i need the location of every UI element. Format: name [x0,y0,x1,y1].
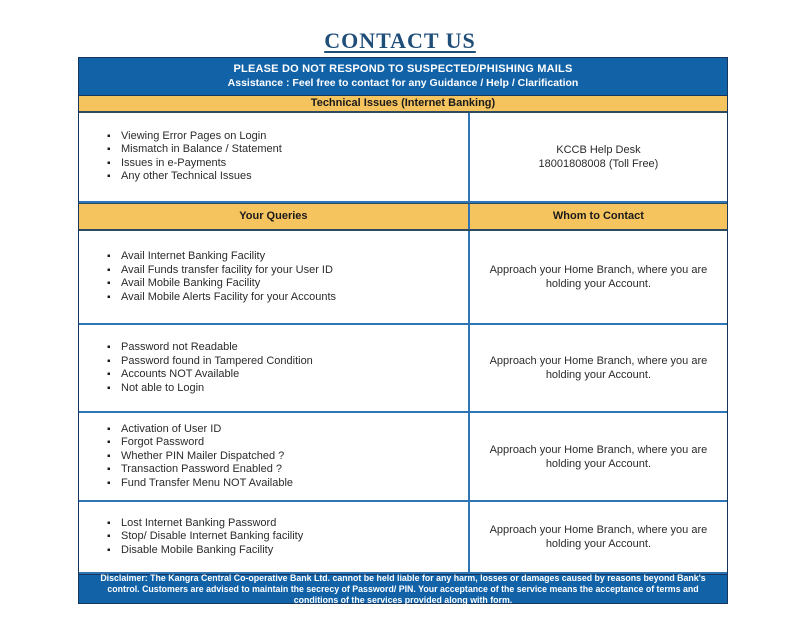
helpdesk-cell [468,113,727,201]
contact-cell: Approach your Home Branch, where you are holding your Account. [468,231,727,324]
bullet-item: ▪ Not able to Login [107,382,313,396]
banner-warning-text: PLEASE DO NOT RESPOND TO SUSPECTED/PHISHING MAILS [233,63,573,76]
contact-cell: Approach your Home Branch, where you are holding your Account. [468,502,727,572]
queries-header-cell: Your Queries [239,210,308,223]
section-header-technical-issues: Technical Issues (Internet Banking) [79,96,727,113]
bullet-item: ▪ Activation of User ID [107,423,293,437]
bullet-item: ▪ Accounts NOT Available [107,368,313,382]
bullet-item: ▪ Issues in e-Payments [107,157,282,171]
helpdesk-name: KCCB Help Desk [556,143,641,156]
bullet-item: ▪ Password not Readable [107,341,313,355]
bullet-item: ▪ Avail Mobile Banking Facility [107,277,336,291]
bullet-item: ▪ Transaction Password Enabled ? [107,463,293,477]
bullet-item: ▪ Stop/ Disable Internet Banking facility [107,530,303,544]
table-header-row [79,203,727,231]
query-row-lost-password [79,502,727,574]
bullet-item: ▪ Mismatch in Balance / Statement [107,143,282,157]
technical-issues-cell [79,113,468,201]
bullet-item: ▪ Password found in Tampered Condition [107,355,313,369]
bullet-item: ▪ Fund Transfer Menu NOT Available [107,477,293,491]
queries-list [107,423,293,491]
contact-cell: Approach your Home Branch, where you are holding your Account. [468,413,727,500]
bullet-item: ▪ Avail Mobile Alerts Facility for your Accounts [107,291,336,305]
phishing-warning-banner [79,58,727,96]
query-row-activation-issues [79,413,727,502]
bullet-item: ▪ Lost Internet Banking Password [107,517,303,531]
queries-cell [79,325,468,411]
queries-cell [79,502,468,572]
bullet-item: ▪ Whether PIN Mailer Dispatched ? [107,450,293,464]
query-row-avail-facilities [79,231,727,326]
bullet-item: ▪ Avail Funds transfer facility for your User ID [107,264,336,278]
queries-cell [79,231,468,324]
technical-issues-list [107,130,282,184]
bullet-item: ▪ Viewing Error Pages on Login [107,130,282,144]
queries-cell [79,413,468,500]
queries-list [107,250,336,304]
bullet-item: ▪ Any other Technical Issues [107,170,282,184]
disclaimer-bar: Disclaimer: The Kangra Central Co-operative Bank Ltd. cannot be held liable for any harm, losses or damages caused by reasons beyond Bank's control. Customers are advised to maintain the secrecy of Password/ PIN. Your acceptance of the service means the acceptance of terms and conditions of the services provided along with form. [79,574,727,603]
contact-cell: Approach your Home Branch, where you are holding your Account. [468,325,727,411]
queries-list [107,517,303,558]
page-title: CONTACT US [324,28,476,53]
banner-assistance-text: Assistance : Feel free to contact for any Guidance / Help / Clarification [227,77,579,90]
contact-table [78,57,728,604]
bullet-item: ▪ Avail Internet Banking Facility [107,250,336,264]
bullet-item: ▪ Forgot Password [107,436,293,450]
bullet-item: ▪ Disable Mobile Banking Facility [107,544,303,558]
query-row-password-issues [79,325,727,413]
technical-issues-row [79,113,727,203]
contact-header-cell: Whom to Contact [468,204,727,229]
queries-list [107,341,313,395]
helpdesk-phone: 18001808008 (Toll Free) [538,157,659,170]
